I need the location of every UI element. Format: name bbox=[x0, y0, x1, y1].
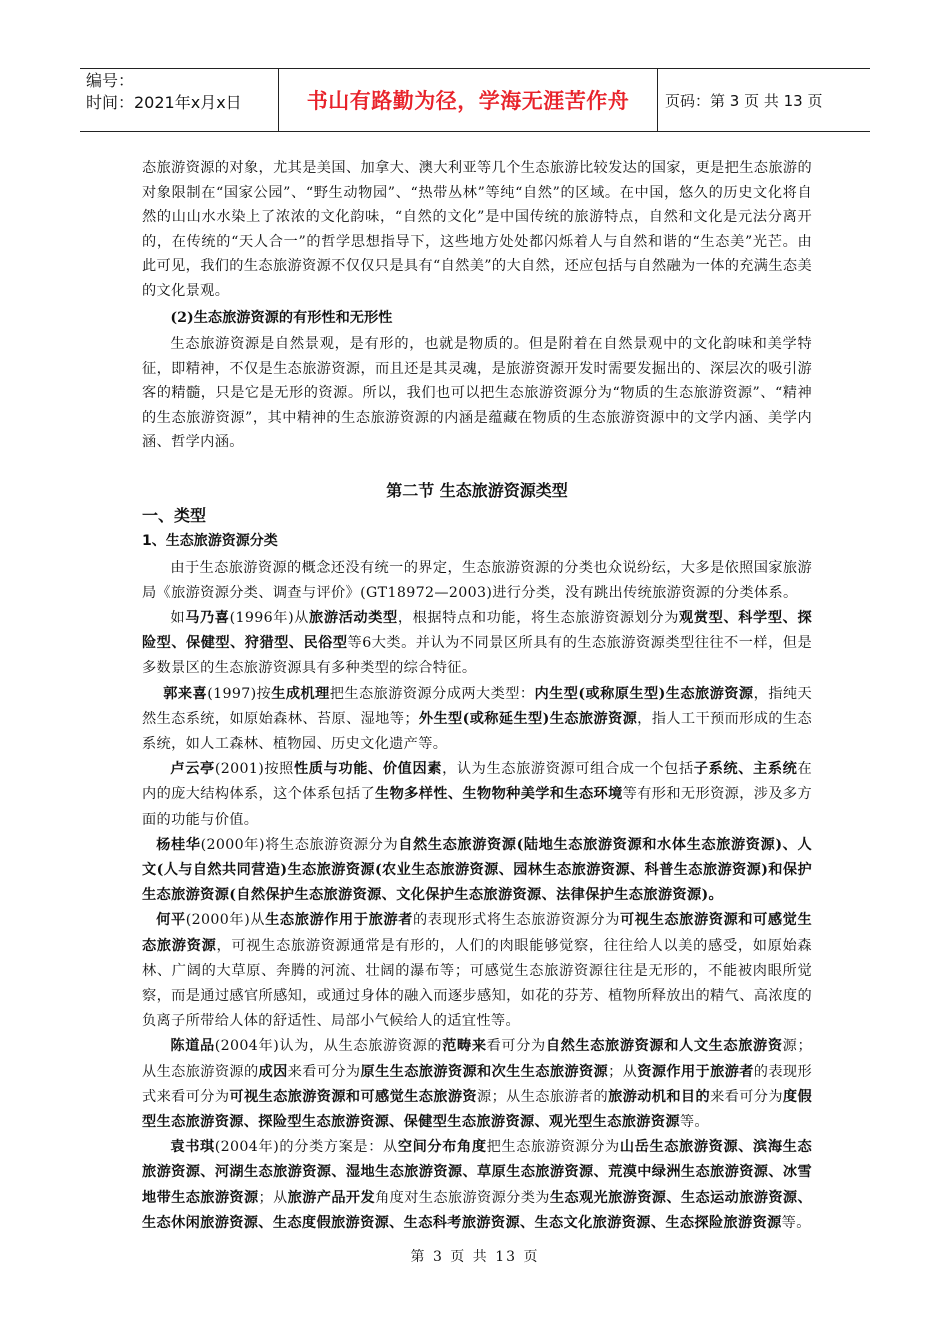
bold-term: 原生生态旅游资源和次生生态旅游资源 bbox=[360, 1063, 609, 1080]
page-body bbox=[142, 156, 812, 1236]
classification-intro: 由于生态旅游资源的概念还没有统一的界定，生态旅游资源的分类也众说纷纭，大多是依照国家旅游局《旅游资源分类、调查与评价》(GT18972—2003)进行分类，没有跳出传统旅游资源的分类体系。 bbox=[142, 559, 812, 601]
text-run: 看可分为 bbox=[486, 1038, 546, 1055]
text-run: (2001)按照 bbox=[214, 761, 294, 778]
text-run: (2004年)认为，从生态旅游资源的 bbox=[214, 1038, 443, 1055]
bold-term: 资源作用于旅游者 bbox=[637, 1063, 754, 1080]
text-run: 角度对生态旅游资源分类为 bbox=[375, 1189, 550, 1206]
scholar-paragraph-chen bbox=[142, 1034, 812, 1135]
subheading: (2)生态旅游资源的有形性和无形性 bbox=[170, 310, 393, 326]
scholar-paragraph-yang bbox=[142, 833, 812, 909]
scholar-name: 何平 bbox=[156, 912, 186, 929]
text-run: 把生态旅游资源分成两大类型： bbox=[329, 685, 535, 702]
text-run: ，根据特点和功能，将生态旅游资源划分为 bbox=[397, 609, 680, 626]
scholar-name: 袁书琪 bbox=[170, 1139, 215, 1156]
text-run: (2000年)将生态旅游资源分为 bbox=[200, 836, 399, 853]
bold-term: 山岳生态旅游资源、滨海生态旅游资源、河湖生态旅游资源、湿地生态旅游资源、草原生态旅游资源、荒漠中绿洲生态旅游资源、冰雪地带生态旅游资源 bbox=[142, 1139, 812, 1206]
text-run: (1997)按 bbox=[207, 685, 272, 702]
bold-term: 旅游产品开发 bbox=[287, 1189, 376, 1206]
header-page-info: 页码：第 3 页 共 13 页 bbox=[665, 91, 823, 110]
text-run: (2004年)的分类方案是：从 bbox=[214, 1139, 398, 1156]
scholar-paragraph-guo bbox=[142, 682, 812, 758]
bold-term: 自然生态旅游资源(陆地生态旅游资源和水体生态旅游资源)、人文(人与自然共同营造)生态旅游资源(农业生态旅游资源、园林生态旅游资源、科普生态旅游资源)和保护生态旅游资源(自然保护生态旅游资源、文化保护生态旅游资源、法律保护生态旅游资源)。 bbox=[142, 836, 812, 904]
header-meta bbox=[86, 70, 276, 114]
bold-term: 可视生态旅游资源和可感觉生态旅游资 bbox=[229, 1088, 477, 1105]
intro-paragraph: 态旅游资源的对象，尤其是美国、加拿大、澳大利亚等几个生态旅游比较发达的国家，更是把生态旅游的对象限制在“国家公园”、“野生动物园”、“热带丛林”等纯“自然”的区域。在中国，悠久的历史文化将自然的山山水水染上了浓浓的文化韵味，“自然的文化”是中国传统的旅游特点，自然和文化是元法分离开的，在传统的“天人合一”的哲学思想指导下，这些地方处处都闪烁着人与自然和谐的“生态美”光芒。由此可见，我们的生态旅游资源不仅仅只是具有“自然美”的大自然，还应包括与自然融为一体的充满生态美的文化景观。 bbox=[142, 160, 812, 299]
header-motto: 书山有路勤为径，学海无涯苦作舟 bbox=[306, 89, 630, 113]
bold-term: 生态旅游作用于旅游者 bbox=[265, 912, 413, 929]
text-run: 等。 bbox=[781, 1214, 811, 1231]
bold-term: 空间分布角度 bbox=[397, 1139, 487, 1156]
heading-level-1: 一、类型 bbox=[142, 505, 207, 525]
text-run: 如 bbox=[170, 609, 186, 626]
bold-term: 度假型生态旅游资源、探险型生态旅游资源、保健型生态旅游资源、观光型生态旅游资源 bbox=[142, 1088, 812, 1130]
header-divider bbox=[657, 68, 658, 132]
text-run: 源；从生态旅游资源的 bbox=[142, 1038, 812, 1080]
text-run: ，可视生态旅游资源通常是有形的，人们的肉眼能够觉察，往往给人以美的感受，如原始森林、广阔的大草原、奔腾的河流、壮阔的瀑布等；可感觉生态旅游资源往往是无形的，不能被肉眼所觉察，而是通过感官所感知，或通过身体的融入而逐步感知，如花的芬芳、植物所释放出的精气、高浓度的负离子所带给人体的舒适性、局部小气候给人的适宜性等。 bbox=[142, 937, 812, 1030]
text-run: 把生态旅游资源分为 bbox=[486, 1139, 620, 1156]
text-run: 的表现形式将生态旅游资源分为 bbox=[413, 912, 621, 929]
text-run: 等有形和无形资源，涉及多方面的功能与价值。 bbox=[142, 786, 812, 828]
bold-term: 旅游动机和目的 bbox=[608, 1088, 711, 1105]
text-run: ，认为生态旅游资源可组合成一个包括 bbox=[442, 761, 694, 778]
page-header bbox=[80, 68, 870, 132]
text-run: 的表现形式来看可分为 bbox=[142, 1063, 813, 1105]
text-run: 在内的庞大结构体系，这个体系包括了 bbox=[142, 761, 812, 803]
bold-term: 范畴来 bbox=[442, 1038, 487, 1055]
bold-term: 旅游活动类型 bbox=[309, 609, 398, 626]
bold-term: 性质与功能、价值因素 bbox=[293, 761, 443, 778]
date-line: 时间：2021年x月x日 bbox=[86, 93, 242, 112]
scholar-name: 郭来喜 bbox=[163, 685, 208, 702]
bold-term: 生成机理 bbox=[271, 685, 330, 702]
text-run: 来看可分为 bbox=[710, 1088, 783, 1105]
text-run: ，指人工干预而形成的生态系统，如人工森林、植物园、历史文化遗产等。 bbox=[142, 710, 813, 752]
scholar-name: 卢云亭 bbox=[170, 761, 215, 778]
scholar-name: 陈道品 bbox=[170, 1038, 215, 1055]
text-run: 源；从生态旅游者的 bbox=[477, 1088, 609, 1105]
bold-term: 生物多样性、生物物种美学和生态环境 bbox=[375, 786, 623, 803]
scholar-name: 马乃喜 bbox=[185, 609, 230, 626]
text-run: (1996年)从 bbox=[229, 609, 310, 626]
text-run: 等。 bbox=[679, 1113, 709, 1130]
scholar-paragraph-he bbox=[142, 908, 812, 1034]
bold-term: 生态观光旅游资源、生态运动旅游资源、生态休闲旅游资源、生态度假旅游资源、生态科考旅游资源、生态文化旅游资源、生态探险旅游资源 bbox=[142, 1189, 812, 1231]
number-label: 编号： bbox=[86, 71, 135, 90]
text-run: (2000年)从 bbox=[185, 912, 266, 929]
bold-term: 观赏型、科学型、探险型、保健型、狩猎型、民俗型 bbox=[142, 609, 812, 652]
bold-term: 内生型(或称原生型)生态旅游资源 bbox=[534, 685, 754, 702]
text-run: 来看可分为 bbox=[287, 1063, 361, 1080]
text-run: ；从 bbox=[258, 1189, 288, 1206]
scholar-paragraph-ma bbox=[142, 606, 812, 682]
page-footer: 第 3 页 共 13 页 bbox=[410, 1249, 540, 1265]
text-run: ，指纯天然生态系统，如原始森林、苔原、湿地等； bbox=[142, 685, 812, 727]
bold-term: 子系统、主系统 bbox=[693, 761, 798, 778]
scholar-name: 杨桂华 bbox=[156, 836, 201, 853]
scholar-paragraph-lu bbox=[142, 757, 812, 833]
bold-term: 可视生态旅游资源和可感觉生态旅游资源 bbox=[142, 912, 812, 954]
text-run: ；从 bbox=[608, 1063, 638, 1080]
section-title: 第二节 生态旅游资源类型 bbox=[386, 480, 568, 500]
bold-term: 外生型(或称延生型)生态旅游资源 bbox=[418, 710, 638, 727]
bold-term: 成因 bbox=[258, 1063, 288, 1080]
heading-level-2: 1、生态旅游资源分类 bbox=[142, 532, 278, 549]
intro-paragraph: 生态旅游资源是自然景观，是有形的，也就是物质的。但是附着在自然景观中的文化韵味和美学特征，即精神，不仅是生态旅游资源，而且还是其灵魂，是旅游资源开发时需要发掘出的、深层次的吸引游客的精髓，只是它是无形的资源。所以，我们也可以把生态旅游资源分为“物质的生态旅游资源”、“精神的生态旅游资源”，其中精神的生态旅游资源的内涵是蕴藏在物质的生态旅游资源中的文学内涵、美学内涵、哲学内涵。 bbox=[142, 336, 812, 450]
scholar-paragraph-yuan bbox=[142, 1135, 812, 1236]
bold-term: 自然生态旅游资源和人文生态旅游资 bbox=[545, 1038, 783, 1055]
text-run: 等6大类。并认为不同景区所具有的生态旅游资源类型往往不一样，但是多数景区的生态旅游资源具有多种类型的综合特征。 bbox=[142, 635, 812, 677]
